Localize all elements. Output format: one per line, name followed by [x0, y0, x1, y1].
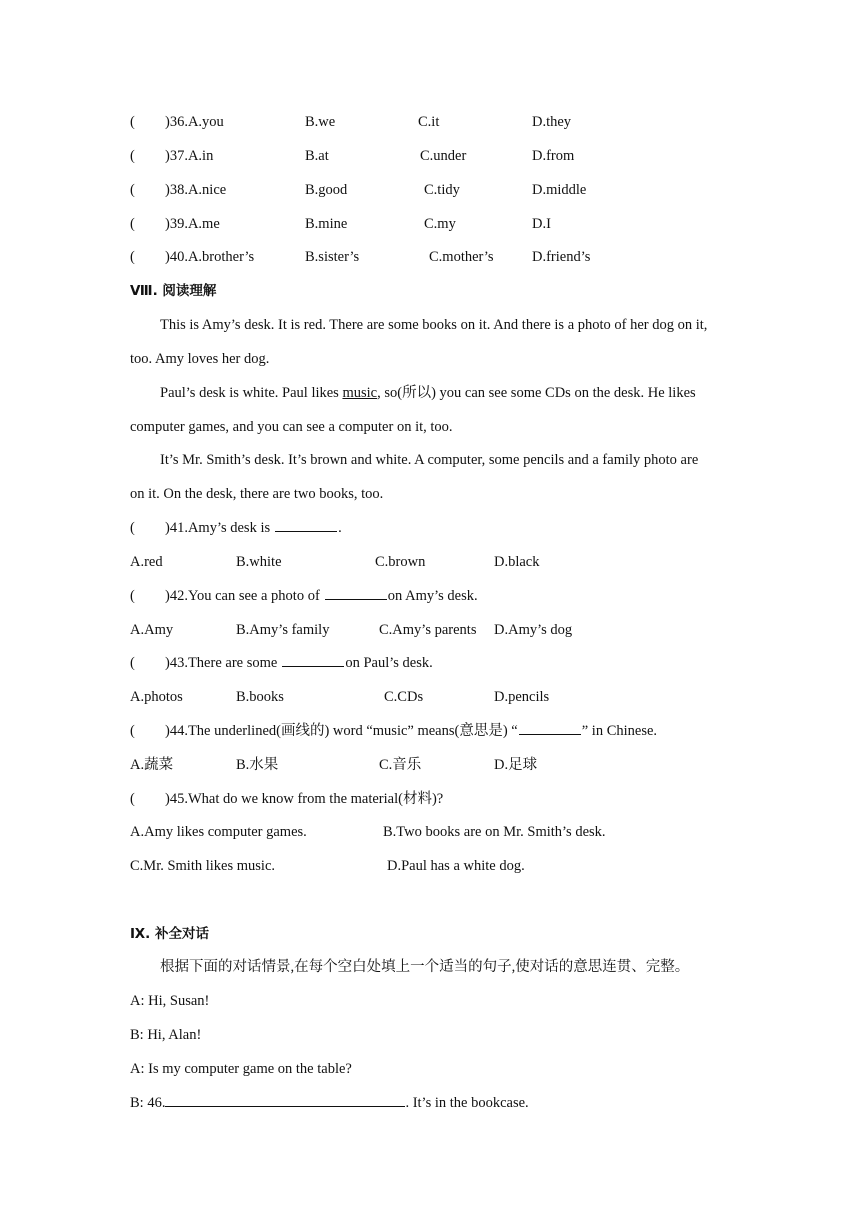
option-c: C.Amy’s parents	[379, 622, 477, 638]
stem-text: on Paul’s desk.	[345, 655, 433, 671]
option-d: D.friend’s	[532, 249, 591, 265]
dialogue-line: A: Is my computer game on the table?	[130, 1061, 352, 1077]
option-b: B.sister’s	[305, 249, 360, 265]
answer-paren: (	[130, 114, 135, 130]
option-b: B.we	[305, 114, 336, 130]
section-heading-dialogue: Ⅸ. 补全对话	[130, 926, 209, 942]
option-b: B.Two books are on Mr. Smith’s desk.	[383, 824, 606, 840]
option-d: D.from	[532, 148, 575, 164]
answer-paren: (	[130, 148, 135, 164]
passage-text: Paul’s desk is white. Paul likes	[160, 385, 343, 401]
dialogue-line-46	[130, 1093, 529, 1113]
answer-paren: (	[130, 723, 135, 739]
option-b: B.at	[305, 148, 329, 164]
option-c: C.it	[418, 114, 440, 130]
answer-paren: (	[130, 182, 135, 198]
answer-blank	[325, 586, 387, 600]
option-a: A.Amy	[130, 622, 174, 638]
option-d: D.Paul has a white dog.	[387, 858, 525, 874]
option-d: D.Amy’s dog	[494, 622, 573, 638]
question-stem	[165, 653, 433, 673]
stem-text: )41.Amy’s desk is	[165, 520, 271, 536]
option-d: D.black	[494, 554, 540, 570]
option-a: A.red	[130, 554, 163, 570]
option-d: D.pencils	[494, 689, 550, 705]
answer-blank	[275, 518, 337, 532]
stem-text: )43.There are some	[165, 655, 278, 671]
question-stem	[165, 721, 657, 741]
option-b: B.good	[305, 182, 348, 198]
passage-p1-line1: This is Amy’s desk. It is red. There are some books on it. And there is a photo of her dog on it,	[160, 317, 708, 333]
answer-paren: (	[130, 216, 135, 232]
option-b: B.水果	[236, 757, 279, 773]
option-d: D.middle	[532, 182, 587, 198]
option-b: B.white	[236, 554, 282, 570]
option-a: A.photos	[130, 689, 183, 705]
option-a: A.蔬菜	[130, 757, 174, 773]
dialogue-speaker: B: 46.	[130, 1095, 166, 1111]
dialogue-instruction: 根据下面的对话情景,在每个空白处填上一个适当的句子,使对话的意思连贯、完整。	[160, 959, 690, 975]
option-c: C.音乐	[379, 757, 422, 773]
option-b: B.Amy’s family	[236, 622, 330, 638]
answer-blank	[282, 653, 344, 667]
option-a: )38.A.nice	[165, 182, 227, 198]
option-c: C.mother’s	[429, 249, 494, 265]
passage-p3-line2: on it. On the desk, there are two books, too.	[130, 486, 384, 502]
dialogue-line: B: Hi, Alan!	[130, 1027, 202, 1043]
option-a: A.Amy likes computer games.	[130, 824, 307, 840]
dialogue-text: . It’s in the bookcase.	[405, 1095, 529, 1111]
option-c: C.Mr. Smith likes music.	[130, 858, 276, 874]
option-a: )40.A.brother’s	[165, 249, 255, 265]
passage-p2-line2: computer games, and you can see a computer on it, too.	[130, 419, 453, 435]
answer-paren: (	[130, 588, 135, 604]
question-stem	[165, 518, 342, 538]
passage-p2-line1	[130, 383, 766, 403]
answer-paren: (	[130, 655, 135, 671]
section-heading-reading: Ⅷ. 阅读理解	[130, 283, 217, 299]
option-a: )39.A.me	[165, 216, 220, 232]
option-b: B.books	[236, 689, 284, 705]
option-c: C.tidy	[424, 182, 460, 198]
option-b: B.mine	[305, 216, 348, 232]
option-a: )36.A.you	[165, 114, 224, 130]
passage-p1-line2: too. Amy loves her dog.	[130, 351, 270, 367]
stem-text: .	[338, 520, 342, 536]
option-c: C.CDs	[384, 689, 424, 705]
dialogue-line: A: Hi, Susan!	[130, 993, 210, 1009]
passage-p3-line1: It’s Mr. Smith’s desk. It’s brown and white. A computer, some pencils and a family photo are	[160, 452, 699, 468]
answer-paren: (	[130, 249, 135, 265]
passage-text: , so(所以) you can see some CDs on the desk. He likes	[377, 385, 696, 401]
option-a: )37.A.in	[165, 148, 214, 164]
answer-blank	[519, 721, 581, 735]
option-c: C.my	[424, 216, 456, 232]
option-d: D.足球	[494, 757, 538, 773]
option-d: D.they	[532, 114, 572, 130]
answer-paren: (	[130, 520, 135, 536]
underlined-word-music: music	[342, 385, 378, 401]
option-c: C.brown	[375, 554, 426, 570]
answer-paren: (	[130, 791, 135, 807]
stem-text: )44.The underlined(画线的) word “music” means(意思是) “	[165, 723, 518, 739]
stem-text: )42.You can see a photo of	[165, 588, 320, 604]
option-d: D.I	[532, 216, 551, 232]
stem-text: on Amy’s desk.	[387, 588, 478, 604]
question-stem	[165, 586, 478, 606]
stem-text: ” in Chinese.	[581, 723, 658, 739]
option-c: C.under	[420, 148, 467, 164]
question-stem: )45.What do we know from the material(材料)?	[165, 791, 444, 807]
answer-blank-46	[165, 1093, 405, 1107]
